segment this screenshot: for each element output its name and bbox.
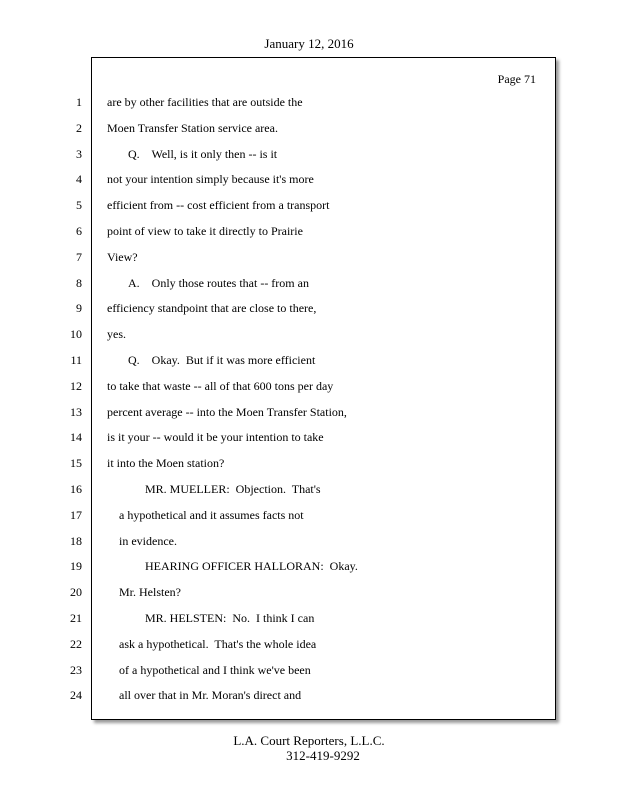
transcript-line: Q. Okay. But if it was more efficient bbox=[128, 353, 316, 367]
line-number: 2 bbox=[76, 121, 82, 135]
line-number: 5 bbox=[76, 198, 82, 212]
transcript-line: it into the Moen station? bbox=[107, 456, 225, 470]
transcript-line: are by other facilities that are outside the bbox=[107, 95, 303, 109]
transcript-line: efficient from -- cost efficient from a transport bbox=[107, 198, 330, 212]
transcript-line: Q. Well, is it only then -- is it bbox=[128, 147, 278, 161]
line-number: 9 bbox=[76, 301, 82, 315]
header-date: January 12, 2016 bbox=[264, 36, 354, 51]
line-number: 21 bbox=[70, 611, 82, 625]
line-number: 19 bbox=[70, 559, 82, 573]
footer-company: L.A. Court Reporters, L.L.C. bbox=[233, 733, 385, 748]
transcript-line: ask a hypothetical. That's the whole idea bbox=[119, 637, 317, 651]
footer-phone: 312-419-9292 bbox=[286, 748, 360, 763]
transcript-line: to take that waste -- all of that 600 tons per day bbox=[107, 379, 334, 393]
line-number: 3 bbox=[76, 147, 82, 161]
transcript-line: MR. HELSTEN: No. I think I can bbox=[145, 611, 315, 625]
line-number: 10 bbox=[70, 327, 82, 341]
transcript-line: all over that in Mr. Moran's direct and bbox=[119, 688, 302, 702]
line-number: 16 bbox=[70, 482, 82, 496]
line-number: 23 bbox=[70, 663, 82, 677]
page-number: Page 71 bbox=[497, 72, 536, 86]
line-number: 13 bbox=[70, 405, 82, 419]
line-number: 6 bbox=[76, 224, 82, 238]
line-number: 8 bbox=[76, 276, 82, 290]
line-number: 22 bbox=[70, 637, 82, 651]
transcript-line: is it your -- would it be your intention to take bbox=[107, 430, 324, 444]
transcript-line: in evidence. bbox=[119, 534, 177, 548]
line-number: 15 bbox=[70, 456, 82, 470]
transcript-line: MR. MUELLER: Objection. That's bbox=[145, 482, 321, 496]
transcript-line: HEARING OFFICER HALLORAN: Okay. bbox=[145, 559, 358, 573]
transcript-line: efficiency standpoint that are close to there, bbox=[107, 301, 317, 315]
transcript-line: point of view to take it directly to Prairie bbox=[107, 224, 303, 238]
line-number: 12 bbox=[70, 379, 82, 393]
transcript-line: Mr. Helsten? bbox=[119, 585, 181, 599]
transcript-line: a hypothetical and it assumes facts not bbox=[119, 508, 304, 522]
transcript-line: A. Only those routes that -- from an bbox=[128, 276, 309, 290]
footer bbox=[0, 733, 618, 763]
line-number: 24 bbox=[70, 688, 82, 702]
line-number: 7 bbox=[76, 250, 82, 264]
line-number: 14 bbox=[70, 430, 82, 444]
transcript-line: of a hypothetical and I think we've been bbox=[119, 663, 311, 677]
line-number: 1 bbox=[76, 95, 82, 109]
transcript-line: View? bbox=[107, 250, 138, 264]
transcript-line: Moen Transfer Station service area. bbox=[107, 121, 278, 135]
line-number: 17 bbox=[70, 508, 82, 522]
line-number: 18 bbox=[70, 534, 82, 548]
line-number: 11 bbox=[70, 353, 82, 367]
transcript-line: yes. bbox=[107, 327, 126, 341]
line-number: 20 bbox=[70, 585, 82, 599]
transcript-line: not your intention simply because it's more bbox=[107, 172, 314, 186]
line-number: 4 bbox=[76, 172, 82, 186]
transcript-line: percent average -- into the Moen Transfer Station, bbox=[107, 405, 347, 419]
